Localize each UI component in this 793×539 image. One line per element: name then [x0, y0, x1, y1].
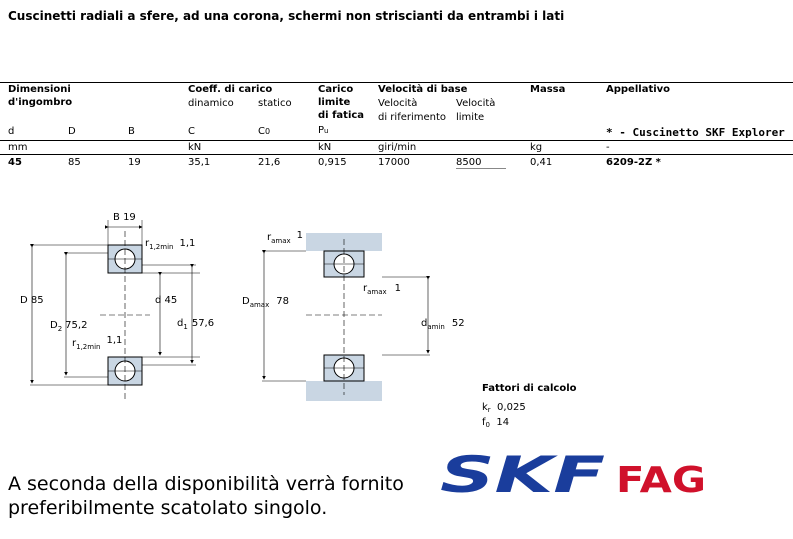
- col-dims-header-2: d'ingombro: [8, 97, 73, 108]
- label-r12-bot: $r_{1,2min}1,1$: [72, 335, 123, 351]
- label-D2: $D_2$ 75,2: [50, 320, 88, 333]
- label-d1: $d_1$ 57,6: [177, 318, 215, 331]
- unit-kg: kg: [530, 142, 543, 153]
- unit-kn-coeff: kN: [188, 142, 202, 153]
- cell-Pu: 0,915: [318, 157, 347, 168]
- page-title: Cuscinetti radiali a sfere, ad una corona, schermi non striscianti da entrambi i lati: [8, 9, 565, 23]
- factor-f0-value: 14: [496, 417, 510, 428]
- cell-vref: 17000: [378, 157, 410, 168]
- factor-kr-sub: r: [487, 406, 491, 414]
- col-coeff-dyn: dinamico: [188, 98, 234, 109]
- cell-B: 19: [128, 157, 141, 168]
- factor-f0: [482, 417, 509, 429]
- fag-logo: FAG: [616, 460, 706, 501]
- sym-C0-sub: 0: [264, 127, 271, 136]
- col-vel-lim-1: Velocità: [456, 98, 496, 109]
- sym-C: C: [188, 126, 195, 137]
- col-vel-ref-2: di riferimento: [378, 112, 447, 123]
- table-mid-rule: [0, 140, 793, 141]
- col-appellativo-header: Appellativo: [606, 84, 671, 95]
- table-units-rule: [0, 154, 793, 155]
- factor-f0-sub: 0: [485, 421, 490, 429]
- unit-kn-carico: kN: [318, 142, 332, 153]
- sym-d: d: [8, 126, 15, 137]
- sym-C0: [258, 126, 270, 137]
- col-dims-header-1: Dimensioni: [8, 84, 71, 95]
- availability-note: A seconda della disponibilità verrà fornito preferibilmente scatolato singolo.: [8, 473, 404, 519]
- col-coeff-stat: statico: [258, 98, 292, 109]
- cell-C0: 21,6: [258, 157, 281, 168]
- factor-kr: [482, 402, 526, 414]
- label-damin: $d_{amin}$ 52: [421, 318, 465, 331]
- sym-Pu: [318, 125, 328, 136]
- col-massa-header: Massa: [530, 84, 566, 95]
- unit-dash: -: [606, 142, 610, 153]
- mounting-section: [262, 233, 430, 401]
- unit-mm: mm: [8, 142, 28, 153]
- cell-C: 35,1: [188, 157, 211, 168]
- cell-designation: 6209-2Z *: [606, 157, 661, 168]
- bearing-drawing: [0, 195, 793, 410]
- sym-D: D: [68, 126, 76, 137]
- unit-speed: giri/min: [378, 142, 417, 153]
- col-carico-header-1: Carico: [318, 84, 354, 95]
- brand-logos: [440, 452, 730, 502]
- sym-Pu-letter: P: [318, 125, 325, 136]
- label-Damax: $D_{amax}$ 78: [242, 296, 289, 309]
- sym-B: B: [128, 126, 135, 137]
- label-ramax-mid: $r_{amax}$ 1: [363, 283, 402, 296]
- cell-vlim: 8500: [456, 157, 482, 168]
- factor-f0-letter: f: [482, 417, 486, 428]
- col-carico-header-3: di fatica: [318, 110, 365, 121]
- label-D: D 85: [20, 295, 44, 306]
- table-top-rule: [0, 82, 793, 83]
- col-carico-header-2: limite: [318, 97, 351, 108]
- sym-Pu-sub: u: [324, 127, 329, 135]
- bearing-section: [30, 220, 200, 399]
- col-vel-ref-1: Velocità: [378, 98, 418, 109]
- factor-kr-letter: k: [482, 402, 488, 413]
- col-vel-header: Velocità di base: [378, 84, 468, 95]
- label-B: B 19: [113, 212, 136, 223]
- cell-mass: 0,41: [530, 157, 553, 168]
- cell-d: 45: [8, 157, 22, 168]
- label-ramax-top: $r_{amax}$ 1: [267, 230, 304, 245]
- factor-kr-value: 0,025: [497, 402, 526, 413]
- explorer-note: * - Cuscinetto SKF Explorer: [606, 126, 785, 139]
- label-d: d 45: [155, 295, 178, 306]
- sym-C0-letter: C: [258, 126, 265, 137]
- skf-logo: SKF: [440, 452, 605, 502]
- cell-D: 85: [68, 157, 81, 168]
- vlim-underline: [456, 168, 506, 169]
- factors-title: Fattori di calcolo: [482, 383, 577, 394]
- label-r12-top: $r_{1,2min}$ 1,1: [145, 238, 196, 251]
- col-vel-lim-2: limite: [456, 112, 485, 123]
- col-coeff-header: Coeff. di carico: [188, 84, 273, 95]
